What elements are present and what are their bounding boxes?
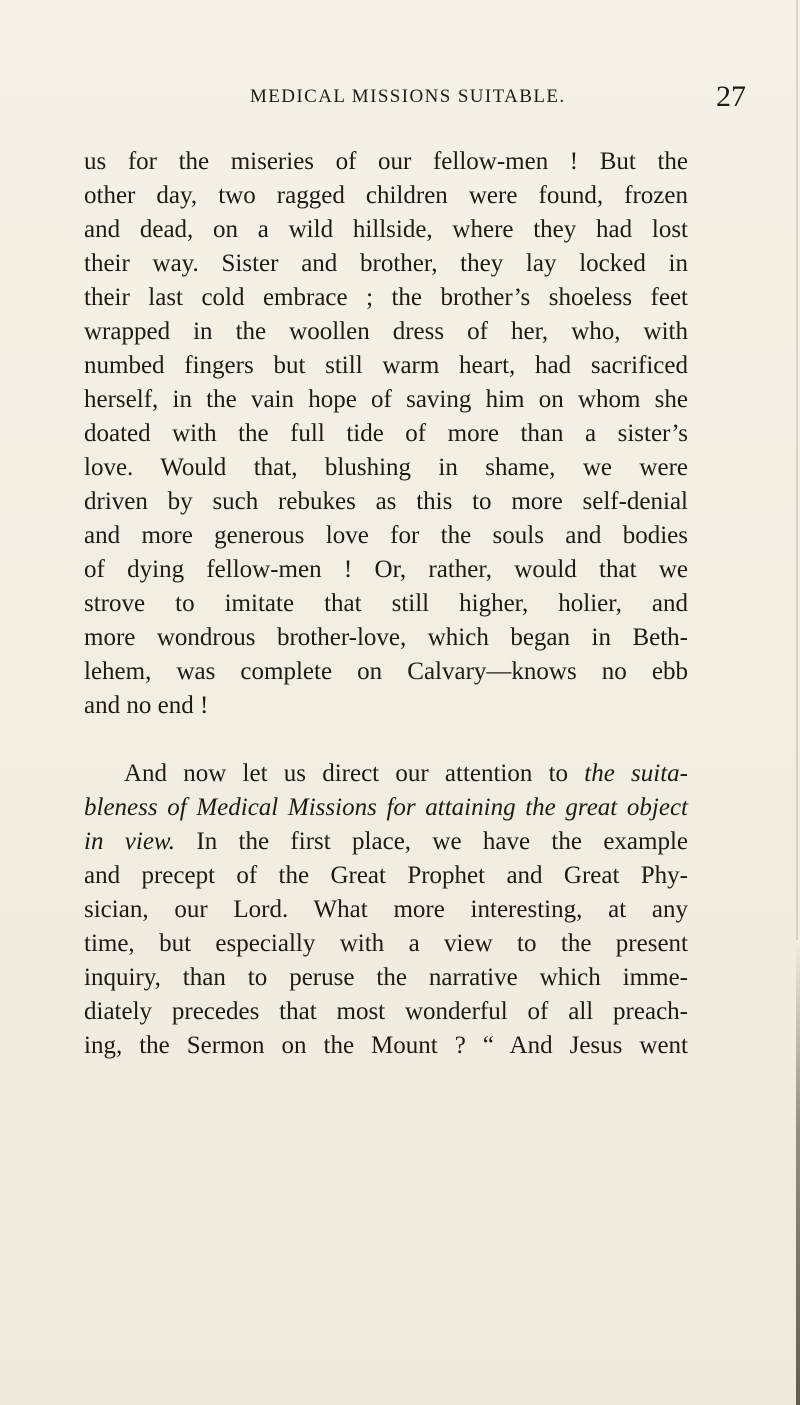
text-line: and no end ! bbox=[84, 692, 209, 719]
text-run: In the first place, we have the example bbox=[175, 828, 689, 855]
text-line: driven by such rebukes as this to more self-denial bbox=[84, 488, 688, 515]
text-line: us for the miseries of our fellow-men ! But the bbox=[84, 148, 688, 175]
text-line: wrapped in the woollen dress of her, who, with bbox=[84, 318, 688, 345]
text-line: inquiry, than to peruse the narrative which imme- bbox=[84, 964, 688, 991]
running-title: MEDICAL MISSIONS SUITABLE. bbox=[250, 86, 566, 107]
text-line: doated with the full tide of more than a sister’s bbox=[84, 420, 688, 447]
page-number: 27 bbox=[716, 80, 746, 113]
text-line: of dying fellow-men ! Or, rather, would that we bbox=[84, 556, 688, 583]
italic-text-run: in view. bbox=[84, 828, 176, 855]
text-line: diately precedes that most wonderful of all preach- bbox=[84, 998, 688, 1025]
text-line: lehem, was complete on Calvary—knows no ebb bbox=[84, 658, 688, 685]
text-line: numbed fingers but still warm heart, had sacrificed bbox=[84, 352, 688, 379]
text-line: their way. Sister and brother, they lay locked in bbox=[84, 250, 688, 277]
text-line: other day, two ragged children were found, frozen bbox=[84, 182, 688, 209]
body-text bbox=[84, 145, 688, 1063]
italic-text-run: the suita- bbox=[584, 760, 688, 787]
text-line bbox=[84, 825, 688, 859]
text-line: strove to imitate that still higher, holier, and bbox=[84, 590, 688, 617]
text-line: and more generous love for the souls and bodies bbox=[84, 522, 688, 549]
text-line: sician, our Lord. What more interesting, at any bbox=[84, 896, 688, 923]
page-edge-shadow bbox=[796, 940, 800, 1405]
paragraph-2 bbox=[84, 757, 688, 1063]
paragraph-gap bbox=[84, 723, 688, 757]
italic-text-line: bleness of Medical Missions for attaining the great object bbox=[84, 794, 688, 821]
page-edge-shadow bbox=[796, 0, 798, 940]
text-line: herself, in the vain hope of saving him on whom she bbox=[84, 386, 688, 413]
text-line: and precept of the Great Prophet and Great Phy- bbox=[84, 862, 688, 889]
text-line bbox=[84, 757, 688, 791]
text-line: ing, the Sermon on the Mount ? “ And Jesus went bbox=[84, 1032, 688, 1059]
text-run: And now let us direct our attention to bbox=[124, 760, 585, 787]
paragraph-1 bbox=[84, 145, 688, 723]
text-line: more wondrous brother-love, which began in Beth- bbox=[84, 624, 688, 651]
text-line: love. Would that, blushing in shame, we were bbox=[84, 454, 688, 481]
running-head bbox=[0, 80, 800, 126]
text-line: their last cold embrace ; the brother’s shoeless feet bbox=[84, 284, 688, 311]
text-line: and dead, on a wild hillside, where they had lost bbox=[84, 216, 688, 243]
text-line: time, but especially with a view to the present bbox=[84, 930, 688, 957]
